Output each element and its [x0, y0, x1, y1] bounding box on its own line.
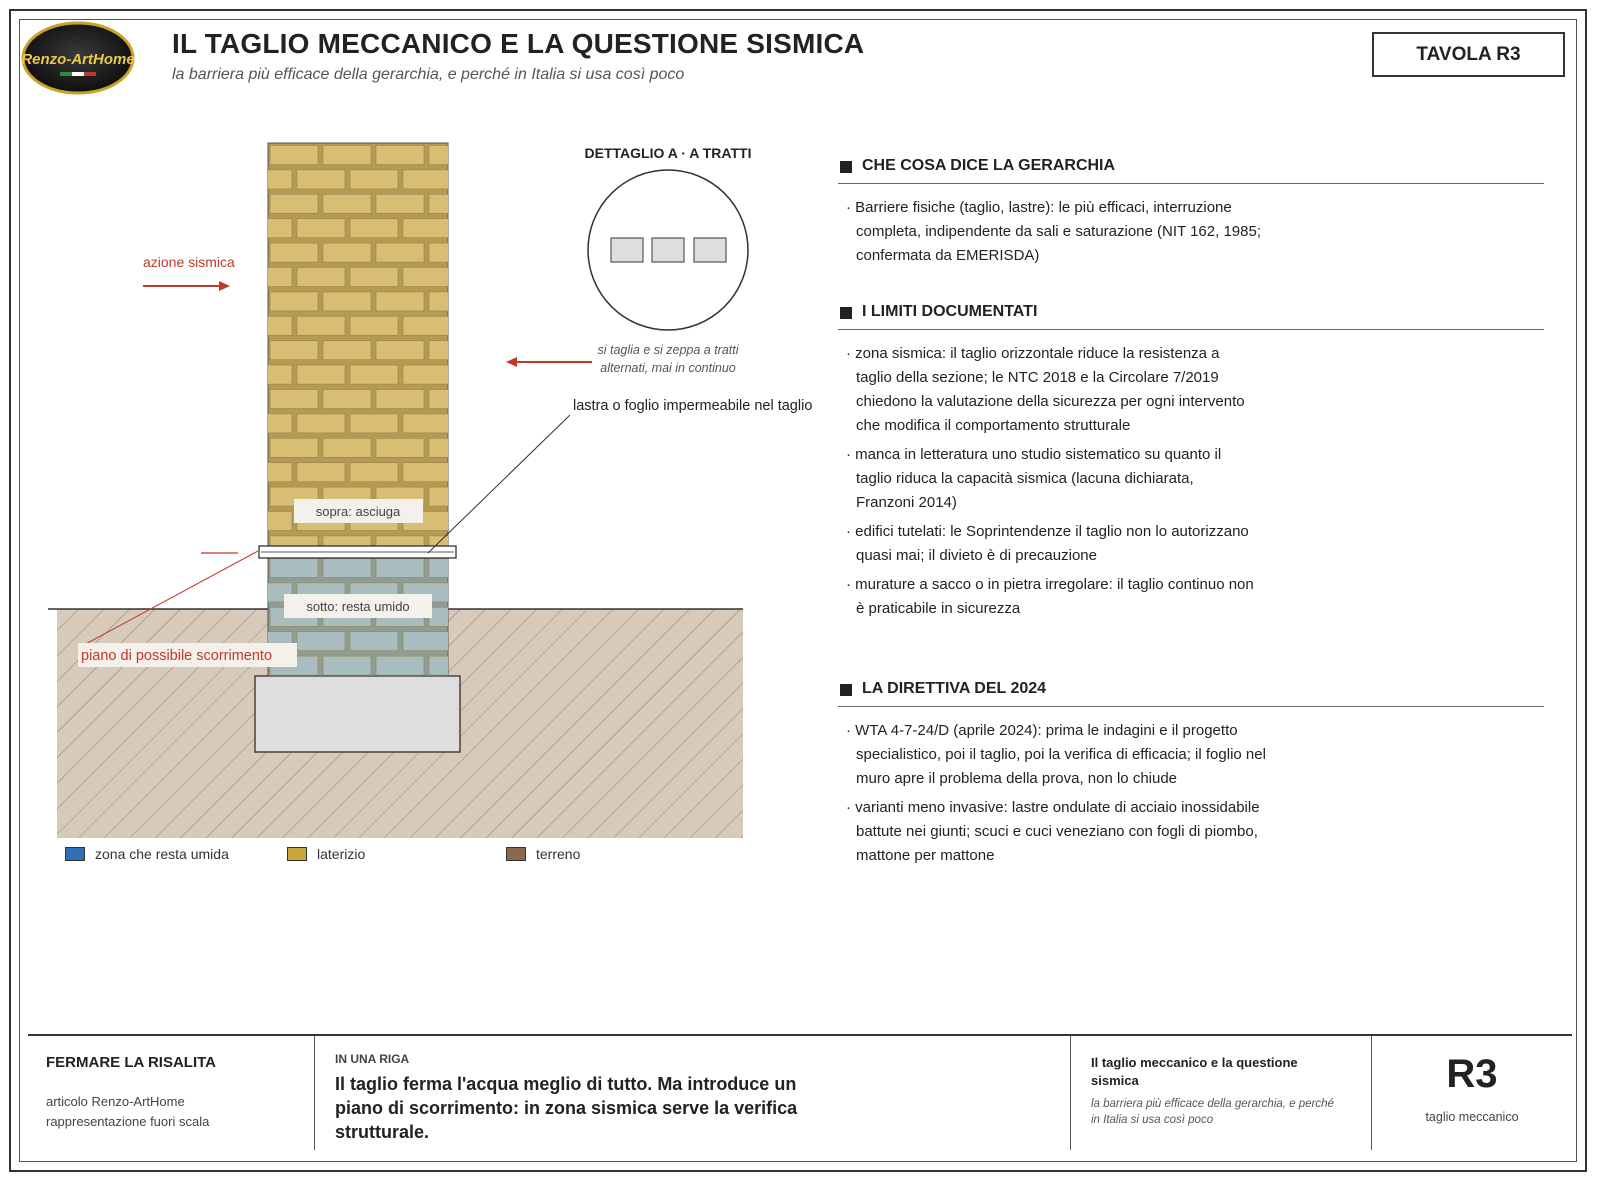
legend-label: zona che resta umida — [95, 846, 229, 862]
list-item: · Barriere fisiche (taglio, lastre): le più efficaci, interruzione completa, indipendente da sali e saturazione (NIT 162, 1985; confermata da EMERISDA) — [846, 199, 1261, 264]
above-label: sopra: asciuga — [315, 504, 401, 519]
sheet-badge: TAVOLA R3 — [1372, 32, 1565, 77]
series-title: FERMARE LA RISALITA — [46, 1054, 216, 1071]
brick — [323, 341, 371, 360]
brick — [323, 146, 371, 165]
sheet-title: Il taglio meccanico e la questione sismica — [1091, 1055, 1298, 1088]
brick — [429, 487, 477, 506]
bullet-list — [838, 196, 1544, 268]
seismic-label: azione sismica — [143, 254, 235, 270]
brick — [403, 268, 451, 287]
section-title: I LIMITI DOCUMENTATI — [862, 303, 1038, 320]
wet-brick — [323, 559, 371, 578]
detail-segment — [694, 238, 726, 262]
square-bullet-icon — [840, 307, 852, 319]
brick — [429, 292, 477, 311]
section-gerarchia — [838, 157, 1544, 273]
legend-item — [65, 846, 229, 862]
detail-note-2: alternati, mai in continuo — [600, 361, 736, 375]
brick — [244, 365, 292, 384]
wet-brick — [350, 632, 398, 651]
wet-brick — [376, 656, 424, 675]
below-label: sotto: resta umido — [306, 599, 410, 614]
sheet-subtitle: la barriera più efficace della gerarchia, e perché in Italia si usa così poco — [1091, 1098, 1334, 1126]
wet-brick — [403, 632, 451, 651]
title-block-sheet — [1071, 1036, 1371, 1150]
brick — [244, 316, 292, 335]
brick — [429, 341, 477, 360]
section-heading — [838, 303, 1544, 330]
brick — [297, 365, 345, 384]
title-block — [28, 1034, 1572, 1152]
brick — [350, 316, 398, 335]
brick — [376, 438, 424, 457]
brick — [270, 292, 318, 311]
wet-brick — [376, 559, 424, 578]
brick — [429, 146, 477, 165]
sheet-code: R3 — [1446, 1052, 1498, 1096]
brick — [297, 170, 345, 189]
brick — [350, 219, 398, 238]
brick — [376, 292, 424, 311]
list-item: · edifici tutelati: le Soprintendenze il taglio non lo autorizzano quasi mai; il divieto è di precauzione — [846, 523, 1249, 564]
legend-swatch — [287, 847, 307, 861]
brick — [270, 390, 318, 409]
brick — [403, 170, 451, 189]
series-line-2: rappresentazione fuori scala — [46, 1114, 210, 1129]
list-item: · WTA 4-7-24/D (aprile 2024): prima le indagini e il progetto specialistico, poi il taglio, poi la verifica di efficacia; il foglio nel muro apre il problema della prova, non lo chiude — [846, 722, 1266, 787]
brick — [323, 438, 371, 457]
title-block-code — [1372, 1036, 1572, 1150]
brick — [244, 414, 292, 433]
brick — [350, 414, 398, 433]
brick — [376, 146, 424, 165]
list-item: · murature a sacco o in pietra irregolare: il taglio continuo non è praticabile in sicurezza — [846, 576, 1254, 617]
brick — [270, 341, 318, 360]
wet-brick — [429, 559, 477, 578]
brick — [244, 268, 292, 287]
square-bullet-icon — [840, 684, 852, 696]
brick — [376, 390, 424, 409]
brick — [270, 146, 318, 165]
brick — [403, 316, 451, 335]
detail-title: DETTAGLIO A · A TRATTI — [584, 145, 752, 161]
brick — [376, 194, 424, 213]
logo-text: Renzo-ArtHome — [21, 51, 135, 68]
summary-text: Il taglio ferma l'acqua meglio di tutto. Ma introduce un piano di scorrimento: in zona sismica serve la verifica strutturale. — [335, 1074, 798, 1142]
sheet-label: lastra o foglio impermeabile nel taglio — [573, 398, 813, 414]
series-line-1: articolo Renzo-ArtHome — [46, 1094, 185, 1109]
brick — [403, 365, 451, 384]
section-heading — [838, 680, 1544, 707]
list-item: · manca in letteratura uno studio sistematico su quanto il taglio riduca la capacità sismica (lacuna dichiarata, Franzoni 2014) — [846, 446, 1222, 511]
brick — [429, 390, 477, 409]
brick — [270, 243, 318, 262]
slip-plane-label: piano di possibile scorrimento — [81, 648, 273, 664]
brick — [244, 463, 292, 482]
title-block-series — [28, 1036, 314, 1150]
title-block-summary — [315, 1036, 1070, 1150]
wet-brick — [323, 656, 371, 675]
legend-swatch — [65, 847, 85, 861]
brick — [350, 463, 398, 482]
square-bullet-icon — [840, 161, 852, 173]
brick — [244, 219, 292, 238]
brick — [323, 390, 371, 409]
detail-segment — [652, 238, 684, 262]
wall-section-drawing — [0, 0, 840, 880]
brick — [297, 414, 345, 433]
brick — [403, 463, 451, 482]
brick — [244, 170, 292, 189]
legend-item — [287, 846, 365, 862]
legend-item — [506, 846, 580, 862]
detail-note-1: si taglia e si zeppa a tratti — [597, 343, 739, 357]
brick — [429, 438, 477, 457]
bullet-list — [838, 342, 1544, 621]
section-limiti — [838, 303, 1544, 626]
detail-segment — [611, 238, 643, 262]
section-heading — [838, 157, 1544, 184]
sheet-code-sub: taglio meccanico — [1425, 1110, 1519, 1124]
brick — [270, 438, 318, 457]
legend-swatch — [506, 847, 526, 861]
section-title: CHE COSA DICE LA GERARCHIA — [862, 157, 1116, 174]
brick — [323, 194, 371, 213]
brick — [297, 316, 345, 335]
list-item: · varianti meno invasive: lastre ondulate di acciaio inossidabile battute nei giunti; scuci e cuci veneziano con fogli di piombo, mattone per mattone — [846, 799, 1260, 864]
brick — [350, 170, 398, 189]
summary-label: IN UNA RIGA — [335, 1052, 410, 1066]
bullet-list — [838, 719, 1544, 868]
brick — [429, 243, 477, 262]
brick — [376, 243, 424, 262]
brick — [350, 365, 398, 384]
section-title: LA DIRETTIVA DEL 2024 — [862, 680, 1047, 697]
wet-brick — [297, 632, 345, 651]
section-direttiva — [838, 680, 1544, 873]
brick — [270, 194, 318, 213]
brick — [297, 219, 345, 238]
legend — [0, 846, 800, 866]
legend-label: laterizio — [317, 846, 366, 862]
brick — [376, 341, 424, 360]
brick — [403, 219, 451, 238]
brick — [323, 243, 371, 262]
page-subtitle: la barriera più efficace della gerarchia, e perché in Italia si usa così poco — [172, 66, 685, 83]
brick — [323, 292, 371, 311]
brick — [297, 463, 345, 482]
legend-label: terreno — [536, 846, 581, 862]
footing — [255, 676, 460, 752]
brick — [350, 268, 398, 287]
brick — [403, 414, 451, 433]
brick — [244, 512, 292, 531]
brick — [429, 194, 477, 213]
page-title: IL TAGLIO MECCANICO E LA QUESTIONE SISMICA — [172, 28, 865, 59]
list-item: · zona sismica: il taglio orizzontale riduce la resistenza a taglio della sezione; le NTC 2018 e la Circolare 7/2019 chiedono la valutazione della sicurezza per ogni intervento che modifica il comportamento strutturale — [846, 345, 1245, 434]
brick — [297, 268, 345, 287]
wet-brick — [270, 559, 318, 578]
